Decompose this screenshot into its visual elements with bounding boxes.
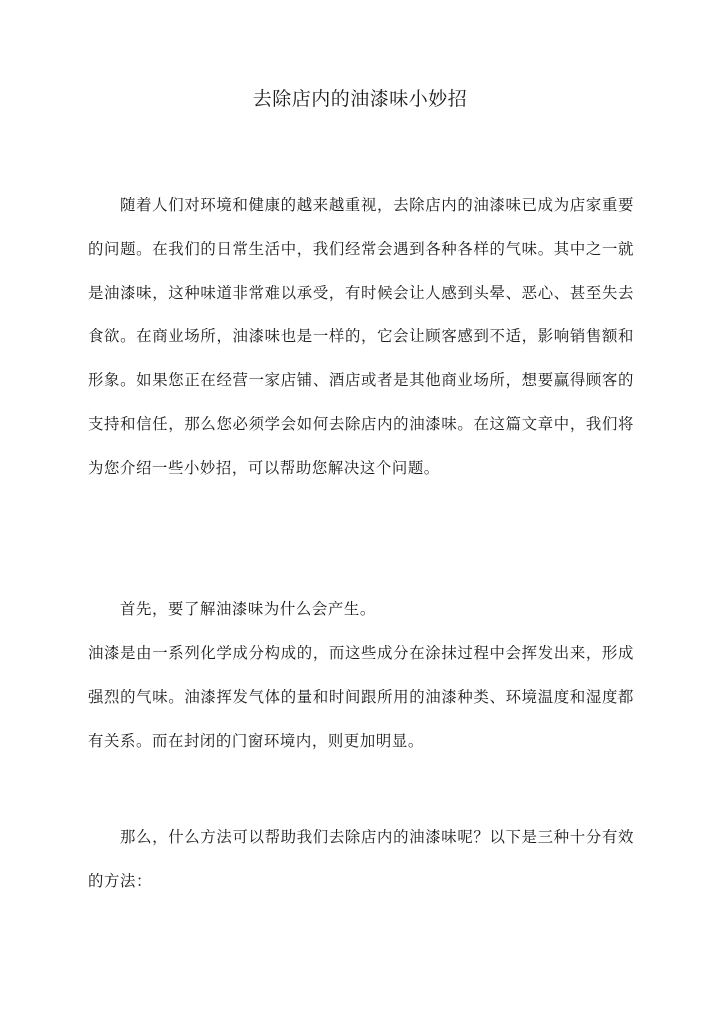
document-title: 去除店内的油漆味小妙招	[252, 88, 468, 110]
paragraph-methods-intro: 那么，什么方法可以帮助我们去除店内的油漆味呢？以下是三种十分有效的方法：	[88, 828, 634, 890]
paragraph-intro: 随着人们对环境和健康的越来越重视，去除店内的油漆味已成为店家重要的问题。在我们的日常生活中，我们经常会遇到各种各样的气味。其中之一就是油漆味，这种味道非常难以承受，有时候会让人感到头晕、恶心、甚至失去食欲。在商业场所，油漆味也是一样的，它会让顾客感到不适，影响销售额和形象。如果您正在经营一家店铺、酒店或者是其他商业场所，想要赢得顾客的支持和信任，那么您必须学会如何去除店内的油漆味。在这篇文章中，我们将为您介绍一些小妙招，可以帮助您解决这个问题。	[88, 196, 634, 477]
paragraph-cause-explanation: 油漆是由一系列化学成分构成的，而这些成分在涂抹过程中会挥发出来，形成强烈的气味。油漆挥发气体的量和时间跟所用的油漆种类、环境温度和湿度都有关系。而在封闭的门窗环境内，则更加明显。	[88, 644, 634, 750]
paragraph-cause-heading: 首先，要了解油漆味为什么会产生。	[120, 600, 376, 618]
